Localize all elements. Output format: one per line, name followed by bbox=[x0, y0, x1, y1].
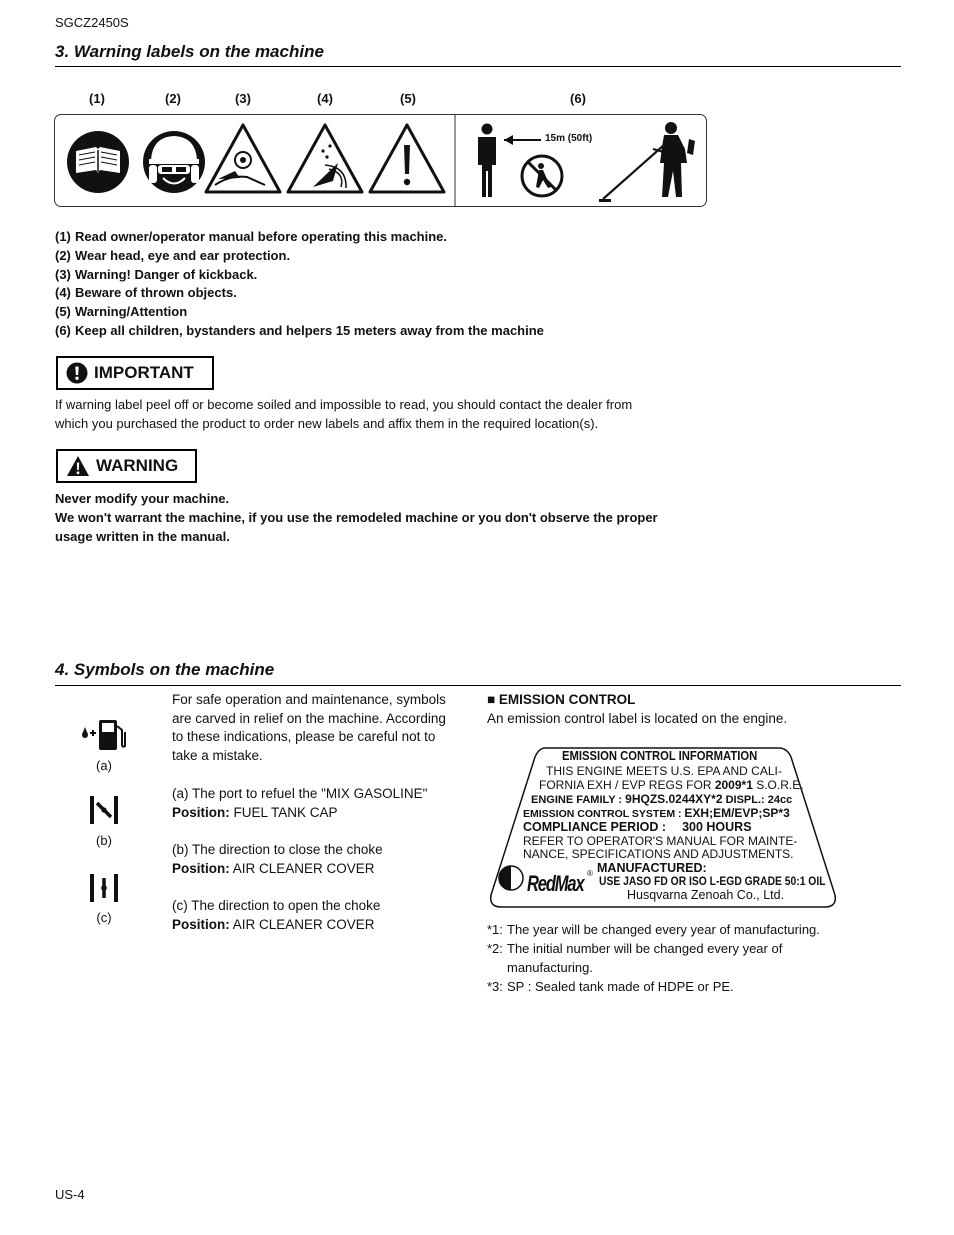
label-number-3: (3) bbox=[235, 91, 251, 106]
emission-label-line2: FORNIA EXH / EVP REGS FOR 2009*1 S.O.R.E. bbox=[539, 778, 804, 792]
emission-label-line5: COMPLIANCE PERIOD : 300 HOURS bbox=[523, 820, 752, 834]
choke-open-icon bbox=[84, 872, 124, 909]
footnote: *2: The initial number will be changed every year of bbox=[487, 941, 783, 956]
warning-label-legend bbox=[55, 228, 544, 341]
page-number: US-4 bbox=[55, 1187, 85, 1202]
fuel-mix-icon bbox=[74, 714, 114, 759]
legend-item: (4) Beware of thrown objects. bbox=[55, 285, 237, 301]
emission-label-line7: NANCE, SPECIFICATIONS AND ADJUSTMENTS. bbox=[523, 847, 794, 861]
legend-item: (1) Read owner/operator manual before operating this machine. bbox=[55, 229, 448, 244]
footnote: *1: The year will be changed every year of manufacturing. bbox=[487, 922, 820, 937]
warning-text: Never modify your machine. We won't warrant the machine, if you use the remodeled machine or you don't observe the proper usage written in the manual. bbox=[55, 491, 658, 544]
symbol-caption-b: (b) bbox=[96, 833, 112, 848]
kickback-warning-icon bbox=[206, 125, 280, 192]
legend-item: (5) Warning/Attention bbox=[55, 304, 188, 320]
footnote: manufacturing. bbox=[507, 960, 593, 975]
choke-close-icon bbox=[84, 794, 124, 831]
section-3-title: 3. Warning labels on the machine bbox=[55, 42, 324, 61]
label-number-2: (2) bbox=[165, 91, 181, 106]
emission-footnotes bbox=[487, 920, 820, 996]
legend-item: (2) Wear head, eye and ear protection. bbox=[55, 247, 291, 263]
legend-item: (6) Keep all children, bystanders and helpers 15 meters away from the machine bbox=[55, 322, 544, 338]
symbol-desc-b: (b) The direction to close the choke Position: AIR CLEANER COVER bbox=[172, 842, 383, 876]
emission-label-line1: THIS ENGINE MEETS U.S. EPA AND CALI- bbox=[546, 764, 782, 778]
emission-control-label bbox=[487, 745, 839, 910]
label-number-4: (4) bbox=[317, 91, 333, 106]
important-label: IMPORTANT bbox=[94, 363, 194, 382]
section-3-rule bbox=[55, 66, 901, 67]
section-4-title: 4. Symbols on the machine bbox=[55, 660, 275, 679]
label-number-5: (5) bbox=[400, 91, 416, 106]
book-icon bbox=[67, 131, 129, 193]
footnote: *3: SP : Sealed tank made of HDPE or PE. bbox=[487, 979, 734, 994]
warning-label: WARNING bbox=[96, 456, 179, 475]
section-4-rule bbox=[55, 685, 901, 686]
distance-label: 15m (50ft) bbox=[545, 133, 593, 144]
symbol-caption-c: (c) bbox=[96, 910, 112, 925]
emission-label-line6: REFER TO OPERATOR'S MANUAL FOR MAINTE- bbox=[523, 834, 798, 848]
emission-label-manufactured: MANUFACTURED: bbox=[597, 861, 707, 875]
model-number: SGCZ2450S bbox=[55, 15, 129, 30]
important-box bbox=[56, 356, 214, 390]
emission-label-maker: Husqvarna Zenoah Co., Ltd. bbox=[627, 888, 785, 902]
redmax-brand: RedMax bbox=[527, 871, 584, 896]
warning-label-panel bbox=[54, 114, 707, 207]
emission-label-line3: ENGINE FAMILY : 9HQZS.0244XY*2 DISPL.: 24cc bbox=[531, 792, 793, 806]
exclamation-circle-icon bbox=[66, 362, 88, 384]
label-number-1: (1) bbox=[89, 91, 105, 106]
thrown-objects-warning-icon bbox=[288, 125, 362, 192]
symbol-desc-a: (a) The port to refuel the "MIX GASOLINE" Position: FUEL TANK CAP bbox=[172, 786, 428, 820]
registered-mark: ® bbox=[587, 869, 593, 878]
warning-box bbox=[56, 449, 197, 483]
warning-triangle-icon bbox=[66, 455, 90, 477]
label-number-6: (6) bbox=[570, 91, 586, 106]
symbol-desc-c: (c) The direction to open the choke Position: AIR CLEANER COVER bbox=[172, 898, 381, 932]
important-text: If warning label peel off or become soiled and impossible to read, you should contact the dealer from which you purchased the product to order new labels and affix them in the required location(s). bbox=[55, 397, 633, 431]
symbol-caption-a: (a) bbox=[96, 758, 112, 773]
emission-subtext: An emission control label is located on the engine. bbox=[487, 711, 788, 726]
head-protection-icon bbox=[143, 131, 205, 193]
emission-label-oil: USE JASO FD OR ISO L-EGD GRADE 50:1 OIL bbox=[599, 874, 826, 888]
emission-heading: ■ EMISSION CONTROL bbox=[487, 692, 636, 707]
legend-item: (3) Warning! Danger of kickback. bbox=[55, 266, 258, 282]
symbols-intro: For safe operation and maintenance, symbols are carved in relief on the machine. According to these indications, please be careful not to take a mistake. bbox=[172, 692, 446, 763]
redmax-logo-icon bbox=[499, 866, 523, 890]
emission-label-line4: EMISSION CONTROL SYSTEM : EXH;EM/EVP;SP*3 bbox=[523, 806, 790, 820]
attention-warning-icon bbox=[370, 125, 444, 192]
emission-label-title: EMISSION CONTROL INFORMATION bbox=[562, 749, 758, 763]
